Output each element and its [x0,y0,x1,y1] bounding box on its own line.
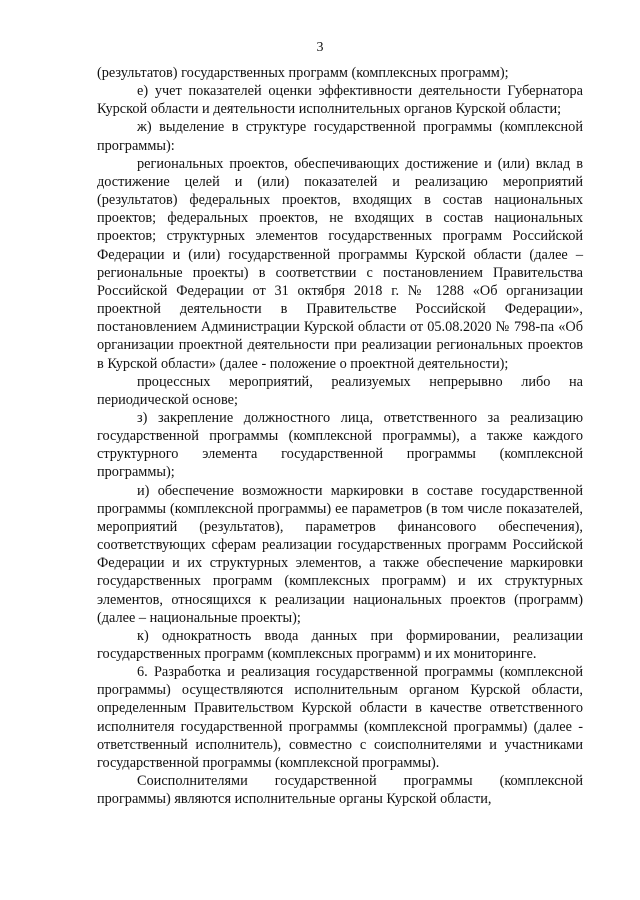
paragraph: процессных мероприятий, реализуемых непрерывно либо на периодической основе; [97,373,583,408]
paragraph: е) учет показателей оценки эффективности деятельности Губернатора Курской области и деятельности исполнительных органов Курской области; [97,83,583,118]
paragraph: 6. Разработка и реализация государственной программы (комплексной программы) осуществляются исполнительным органом Курской области, определенным Правительством Курской области в качестве ответственного исполнителя государственной программы (комплексной программы) (далее - ответственный исполнитель), совместно с соисполнителями и участниками государственной программы (комплексной программы). [97,664,583,771]
document-body [97,64,583,808]
paragraph: Соисполнителями государственной программы (комплексной программы) являются исполнительные органы Курской области, [97,773,583,808]
page-number: 3 [316,40,324,55]
paragraph: ж) выделение в структуре государственной программы (комплексной программы): [97,119,583,154]
paragraph: (результатов) государственных программ (комплексных программ); [97,65,509,81]
paragraph: региональных проектов, обеспечивающих достижение и (или) вклад в достижение целей и (или) показателей и реализацию мероприятий (результатов) федеральных проектов, входящих в состав национальных проектов; федеральных проектов, не входящих в состав национальных проектов; структурных элементов государственных программ Российской Федерации и (или) государственной программы Курской области (далее – региональные проекты) в соответствии с постановлением Правительства Российской Федерации от 31 октября 2018 г. № 1288 «Об организации проектной деятельности в Правительстве Российской Федерации», постановлением Администрации Курской области от 05.08.2020 № 798-па «Об организации проектной деятельности при реализации региональных проектов в Курской области» (далее - положение о проектной деятельности); [97,155,583,372]
paragraph: к) однократность ввода данных при формировании, реализации государственных программ (комплексных программ) и их мониторинге. [97,627,583,662]
paragraph: и) обеспечение возможности маркировки в составе государственной программы (комплексной программы) ее параметров (в том числе показателей, мероприятий (результатов), параметров финансового обеспечения), соответствующих сферам реализации государственных программ Российской Федерации и их структурных элементов, а также обеспечение маркировки государственных программ (комплексных программ) и их структурных элементов, относящихся к реализации национальных проектов (программ) (далее – национальные проекты); [97,482,583,626]
paragraph: з) закрепление должностного лица, ответственного за реализацию государственной программы (комплексной программы), а также каждого структурного элемента государственной программы (комплексной программы); [97,409,583,481]
